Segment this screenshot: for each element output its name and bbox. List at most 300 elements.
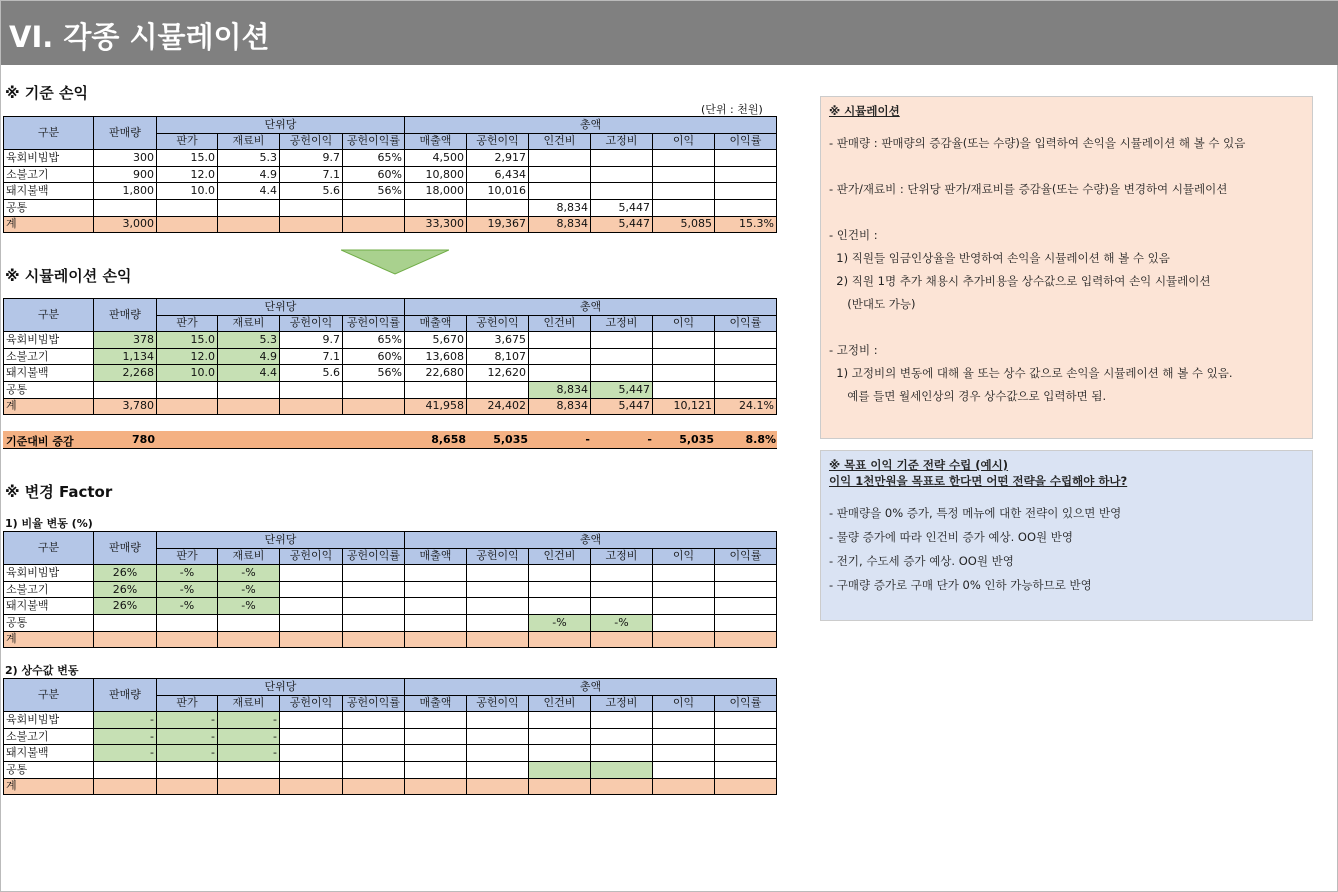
table-cell <box>529 150 591 167</box>
note-line: 1) 직원들 임금인상율을 반영하여 손익을 시뮬레이션 해 볼 수 있음 <box>829 251 1170 265</box>
table-cell <box>218 398 280 415</box>
subheader-cell: 공헌이익률 <box>343 133 405 150</box>
subheader-cell: 공헌이익 <box>280 133 343 150</box>
row-label: 소불고기 <box>4 728 94 745</box>
table-cell <box>467 728 529 745</box>
table-cell[interactable]: 26% <box>94 598 157 615</box>
table-cell[interactable]: - <box>94 728 157 745</box>
diff-label: 기준대비 증감 <box>6 435 74 448</box>
table-cell: 7.1 <box>280 348 343 365</box>
table-cell: 5.6 <box>280 365 343 382</box>
table-cell <box>280 565 343 582</box>
subheader-cell: 고정비 <box>591 695 653 712</box>
table-cell: 8,834 <box>529 216 591 233</box>
table-cell: 24.1% <box>715 398 777 415</box>
table-cell[interactable]: 5.3 <box>218 332 280 349</box>
table-cell <box>591 631 653 648</box>
subheader-cell: 공헌이익 <box>467 695 529 712</box>
table-cell <box>157 216 218 233</box>
note-line: - 구매량 증가로 구매 단가 0% 인하 가능하므로 반영 <box>829 578 1092 592</box>
table-cell <box>467 631 529 648</box>
subheader-cell: 이익률 <box>715 695 777 712</box>
header-total: 총액 <box>405 117 777 134</box>
table-cell <box>94 631 157 648</box>
table-cell <box>343 728 405 745</box>
header-qty: 판매량 <box>94 299 157 332</box>
table-cell <box>529 745 591 762</box>
note-line: (반대도 가능) <box>829 297 916 311</box>
table-cell <box>591 728 653 745</box>
subheader-cell: 매출액 <box>405 315 467 332</box>
table-row <box>4 166 777 183</box>
table-cell[interactable]: 26% <box>94 581 157 598</box>
table-cell <box>591 745 653 762</box>
table-cell <box>529 365 591 382</box>
table-cell <box>529 348 591 365</box>
table-cell <box>280 199 343 216</box>
total-row <box>4 631 777 648</box>
table-cell <box>715 712 777 729</box>
table-row <box>4 712 777 729</box>
note-line: - 전기, 수도세 증가 예상. OO원 반영 <box>829 554 1014 568</box>
subheader-cell: 재료비 <box>218 548 280 565</box>
header-gubun: 구분 <box>4 532 94 565</box>
table-cell[interactable]: 12.0 <box>157 348 218 365</box>
table-cell <box>715 166 777 183</box>
table-cell[interactable]: 8,834 <box>529 381 591 398</box>
table-cell <box>467 778 529 795</box>
subheader-cell: 공헌이익 <box>467 548 529 565</box>
table-cell <box>653 199 715 216</box>
row-label: 공통 <box>4 381 94 398</box>
table-cell <box>157 631 218 648</box>
subheader-cell: 인건비 <box>529 133 591 150</box>
table-cell <box>467 712 529 729</box>
table-cell <box>343 761 405 778</box>
row-label: 계 <box>4 778 94 795</box>
note-line <box>829 319 1304 335</box>
table-cell <box>529 183 591 200</box>
table-cell <box>157 398 218 415</box>
simulation-note-box <box>820 96 1313 439</box>
subheader-cell: 공헌이익 <box>280 548 343 565</box>
subheader-cell: 재료비 <box>218 695 280 712</box>
note-line: - 판가/재료비 : 단위당 판가/재료비를 증감율(또는 수량)을 변경하여 시뮬레이션 <box>829 182 1228 196</box>
table-cell <box>653 745 715 762</box>
table-cell[interactable]: 26% <box>94 565 157 582</box>
table-cell <box>280 381 343 398</box>
table-cell <box>653 631 715 648</box>
header-per-unit: 단위당 <box>157 679 405 696</box>
factor1-title: 1) 비율 변동 (%) <box>5 517 93 530</box>
table-cell[interactable]: -% <box>218 598 280 615</box>
table-cell <box>157 614 218 631</box>
sim-table <box>3 298 777 415</box>
table-cell <box>94 778 157 795</box>
note-line <box>829 204 1304 220</box>
header-qty: 판매량 <box>94 117 157 150</box>
table-cell <box>529 598 591 615</box>
table-cell <box>280 712 343 729</box>
table-cell: 41,958 <box>405 398 467 415</box>
table-cell[interactable]: -% <box>157 565 218 582</box>
table-cell <box>343 745 405 762</box>
table-cell: 24,402 <box>467 398 529 415</box>
subheader-cell: 인건비 <box>529 695 591 712</box>
table-cell <box>467 761 529 778</box>
factor2-title: 2) 상수값 변동 <box>5 664 79 677</box>
row-label: 소불고기 <box>4 581 94 598</box>
table-cell: 5.6 <box>280 183 343 200</box>
diff-qty: 780 <box>132 433 155 446</box>
row-label: 돼지불백 <box>4 745 94 762</box>
subheader-cell: 고정비 <box>591 133 653 150</box>
table-cell: 22,680 <box>405 365 467 382</box>
table-cell: 10,800 <box>405 166 467 183</box>
box1-title: ※ 시뮬레이션 <box>829 104 900 118</box>
table-cell <box>529 631 591 648</box>
factor2-table <box>3 678 777 795</box>
table-cell <box>405 778 467 795</box>
subheader-cell: 공헌이익 <box>280 315 343 332</box>
table-cell <box>591 332 653 349</box>
note-line: 1) 고정비의 변동에 대해 율 또는 상수 값으로 손익을 시뮬레이션 해 볼 수 있음. <box>829 366 1233 380</box>
table-cell <box>715 183 777 200</box>
subheader-cell: 재료비 <box>218 133 280 150</box>
table-cell <box>405 614 467 631</box>
subheader-cell: 매출액 <box>405 548 467 565</box>
note-line: 예를 들면 월세인상의 경우 상수값으로 입력하면 됨. <box>829 389 1107 403</box>
header-qty: 판매량 <box>94 679 157 712</box>
table-cell <box>343 199 405 216</box>
table-cell[interactable]: - <box>218 712 280 729</box>
table-cell <box>343 712 405 729</box>
table-cell: 12,620 <box>467 365 529 382</box>
table-cell <box>94 381 157 398</box>
table-cell <box>280 745 343 762</box>
down-arrow-icon <box>341 249 449 275</box>
table-cell <box>94 614 157 631</box>
table-cell[interactable]: 4.9 <box>218 348 280 365</box>
table-cell[interactable]: - <box>157 745 218 762</box>
table-cell[interactable]: 5,447 <box>591 381 653 398</box>
table-row <box>4 565 777 582</box>
table-cell <box>280 778 343 795</box>
subheader-cell: 고정비 <box>591 315 653 332</box>
header-per-unit: 단위당 <box>157 117 405 134</box>
table-cell <box>405 712 467 729</box>
header-total: 총액 <box>405 299 777 316</box>
subheader-cell: 공헌이익 <box>467 315 529 332</box>
table-cell: 15.0 <box>157 150 218 167</box>
table-row <box>4 332 777 349</box>
table-cell: 3,780 <box>94 398 157 415</box>
subheader-cell: 판가 <box>157 133 218 150</box>
table-cell <box>529 581 591 598</box>
table-cell: 4.4 <box>218 183 280 200</box>
table-cell: 56% <box>343 365 405 382</box>
table-cell <box>653 348 715 365</box>
table-cell: 8,107 <box>467 348 529 365</box>
table-cell <box>653 150 715 167</box>
row-label: 돼지불백 <box>4 183 94 200</box>
table-cell <box>94 761 157 778</box>
strategy-note-box <box>820 450 1313 621</box>
base-table <box>3 116 777 233</box>
table-cell <box>405 381 467 398</box>
table-cell[interactable]: 4.4 <box>218 365 280 382</box>
table-cell <box>343 216 405 233</box>
row-label: 육회비빔밥 <box>4 712 94 729</box>
table-cell <box>715 565 777 582</box>
table-cell: 3,675 <box>467 332 529 349</box>
table-cell <box>405 565 467 582</box>
table-cell <box>529 565 591 582</box>
table-cell <box>157 199 218 216</box>
note-line <box>829 158 1304 174</box>
table-cell: 300 <box>94 150 157 167</box>
total-row <box>4 216 777 233</box>
section-factor-title: ※ 변경 Factor <box>5 483 113 501</box>
table-cell[interactable]: 1,134 <box>94 348 157 365</box>
table-cell <box>715 598 777 615</box>
subheader-cell: 이익 <box>653 548 715 565</box>
table-cell <box>715 348 777 365</box>
table-cell <box>280 631 343 648</box>
table-cell: 10,016 <box>467 183 529 200</box>
table-cell: 6,434 <box>467 166 529 183</box>
table-cell <box>343 565 405 582</box>
diff-rate: 8.8% <box>745 433 776 446</box>
table-cell[interactable]: -% <box>157 581 218 598</box>
table-cell[interactable]: - <box>157 712 218 729</box>
table-cell <box>529 166 591 183</box>
table-cell <box>218 216 280 233</box>
row-label: 돼지불백 <box>4 365 94 382</box>
table-cell: 56% <box>343 183 405 200</box>
subheader-cell: 이익률 <box>715 133 777 150</box>
table-cell[interactable]: -% <box>157 598 218 615</box>
table-cell[interactable]: - <box>94 712 157 729</box>
table-cell <box>653 183 715 200</box>
row-label: 소불고기 <box>4 166 94 183</box>
table-cell: 60% <box>343 348 405 365</box>
table-cell <box>94 199 157 216</box>
table-cell <box>280 581 343 598</box>
header-per-unit: 단위당 <box>157 299 405 316</box>
table-cell[interactable]: -% <box>218 581 280 598</box>
table-row <box>4 761 777 778</box>
table-cell <box>715 332 777 349</box>
table-cell: 1,800 <box>94 183 157 200</box>
table-row <box>4 365 777 382</box>
table-cell[interactable]: -% <box>591 614 653 631</box>
table-cell[interactable] <box>591 761 653 778</box>
header-row <box>4 679 777 696</box>
table-cell: 2,917 <box>467 150 529 167</box>
subheader-cell: 재료비 <box>218 315 280 332</box>
row-label: 소불고기 <box>4 348 94 365</box>
subheader-cell: 인건비 <box>529 548 591 565</box>
diff-labor: - <box>585 433 590 446</box>
row-label: 돼지불백 <box>4 598 94 615</box>
note-line: - 물량 증가에 따라 인건비 증가 예상. OO원 반영 <box>829 530 1074 544</box>
table-cell <box>467 614 529 631</box>
table-cell: 5,670 <box>405 332 467 349</box>
table-cell: 65% <box>343 332 405 349</box>
table-cell <box>405 199 467 216</box>
unit-label: (단위 : 천원) <box>701 103 763 116</box>
table-cell <box>218 761 280 778</box>
table-cell <box>405 581 467 598</box>
table-cell <box>218 199 280 216</box>
header-gubun: 구분 <box>4 299 94 332</box>
table-row <box>4 614 777 631</box>
table-cell <box>529 778 591 795</box>
header-qty: 판매량 <box>94 532 157 565</box>
subheader-cell: 매출액 <box>405 695 467 712</box>
table-cell[interactable]: -% <box>529 614 591 631</box>
subheader-cell: 공헌이익 <box>280 695 343 712</box>
table-cell <box>157 778 218 795</box>
table-cell <box>591 598 653 615</box>
table-row <box>4 199 777 216</box>
subheader-cell: 이익 <box>653 695 715 712</box>
row-label: 육회비빔밥 <box>4 150 94 167</box>
table-row <box>4 598 777 615</box>
table-row <box>4 348 777 365</box>
header-gubun: 구분 <box>4 679 94 712</box>
table-cell <box>343 614 405 631</box>
total-row <box>4 778 777 795</box>
table-cell[interactable]: -% <box>218 565 280 582</box>
header-total: 총액 <box>405 532 777 549</box>
table-cell: 900 <box>94 166 157 183</box>
note-line: 2) 직원 1명 추가 채용시 추가비용을 상수값으로 입력하여 손익 시뮬레이션 <box>829 274 1211 288</box>
row-label: 공통 <box>4 614 94 631</box>
table-cell <box>591 150 653 167</box>
table-cell[interactable]: - <box>94 745 157 762</box>
table-cell: 5.3 <box>218 150 280 167</box>
table-cell: 19,367 <box>467 216 529 233</box>
table-cell[interactable] <box>529 761 591 778</box>
table-cell <box>591 348 653 365</box>
table-cell <box>467 565 529 582</box>
table-cell <box>715 581 777 598</box>
table-cell <box>591 712 653 729</box>
table-cell <box>529 332 591 349</box>
table-cell <box>653 778 715 795</box>
note-line: - 인건비 : <box>829 228 878 242</box>
table-cell <box>653 332 715 349</box>
note-line: - 판매량 : 판매량의 증감율(또는 수량)을 입력하여 손익을 시뮬레이션 해 볼 수 있음 <box>829 136 1246 150</box>
table-cell <box>591 581 653 598</box>
row-label: 공통 <box>4 761 94 778</box>
table-cell[interactable]: 2,268 <box>94 365 157 382</box>
table-cell <box>653 712 715 729</box>
table-cell <box>405 745 467 762</box>
page-title: VI. 각종 시뮬레이션 <box>1 1 1338 65</box>
table-cell[interactable]: 378 <box>94 332 157 349</box>
table-cell: 7.1 <box>280 166 343 183</box>
table-cell <box>343 381 405 398</box>
subheader-cell: 이익률 <box>715 548 777 565</box>
table-cell <box>653 381 715 398</box>
table-cell <box>591 183 653 200</box>
table-row <box>4 381 777 398</box>
table-cell <box>653 166 715 183</box>
table-cell <box>467 381 529 398</box>
table-cell <box>653 565 715 582</box>
total-row <box>4 398 777 415</box>
table-cell: 5,447 <box>591 199 653 216</box>
diff-profit: 5,035 <box>679 433 714 446</box>
table-cell: 33,300 <box>405 216 467 233</box>
row-label: 공통 <box>4 199 94 216</box>
table-row <box>4 728 777 745</box>
header-gubun: 구분 <box>4 117 94 150</box>
table-cell: 60% <box>343 166 405 183</box>
table-cell <box>653 581 715 598</box>
subheader-cell: 인건비 <box>529 315 591 332</box>
row-label: 계 <box>4 216 94 233</box>
table-cell[interactable]: 15.0 <box>157 332 218 349</box>
table-cell <box>653 728 715 745</box>
subheader-cell: 공헌이익률 <box>343 695 405 712</box>
subheader-cell: 매출액 <box>405 133 467 150</box>
table-cell <box>653 365 715 382</box>
table-cell: 4.9 <box>218 166 280 183</box>
table-cell <box>467 745 529 762</box>
table-cell <box>405 761 467 778</box>
table-cell[interactable]: - <box>218 728 280 745</box>
header-total: 총액 <box>405 679 777 696</box>
subheader-cell: 이익 <box>653 133 715 150</box>
table-cell <box>467 598 529 615</box>
subheader-cell: 이익 <box>653 315 715 332</box>
table-cell[interactable]: - <box>218 745 280 762</box>
table-cell <box>467 199 529 216</box>
table-cell <box>343 581 405 598</box>
table-cell <box>591 565 653 582</box>
table-cell[interactable]: - <box>157 728 218 745</box>
table-cell <box>591 365 653 382</box>
table-cell <box>218 381 280 398</box>
table-cell <box>653 598 715 615</box>
table-cell <box>343 631 405 648</box>
table-cell: 5,447 <box>591 398 653 415</box>
diff-contrib: 5,035 <box>493 433 528 446</box>
header-per-unit: 단위당 <box>157 532 405 549</box>
row-label: 육회비빔밥 <box>4 565 94 582</box>
row-label: 육회비빔밥 <box>4 332 94 349</box>
table-cell: 8,834 <box>529 199 591 216</box>
table-cell: 3,000 <box>94 216 157 233</box>
table-cell <box>715 150 777 167</box>
row-label: 계 <box>4 398 94 415</box>
table-cell <box>405 728 467 745</box>
table-cell: 65% <box>343 150 405 167</box>
table-cell[interactable]: 10.0 <box>157 365 218 382</box>
table-row <box>4 745 777 762</box>
table-cell: 9.7 <box>280 332 343 349</box>
table-cell: 18,000 <box>405 183 467 200</box>
table-cell: 15.3% <box>715 216 777 233</box>
note-line: - 판매량을 0% 증가, 특정 메뉴에 대한 전략이 있으면 반영 <box>829 506 1122 520</box>
table-cell <box>591 778 653 795</box>
table-cell <box>218 778 280 795</box>
table-row <box>4 183 777 200</box>
